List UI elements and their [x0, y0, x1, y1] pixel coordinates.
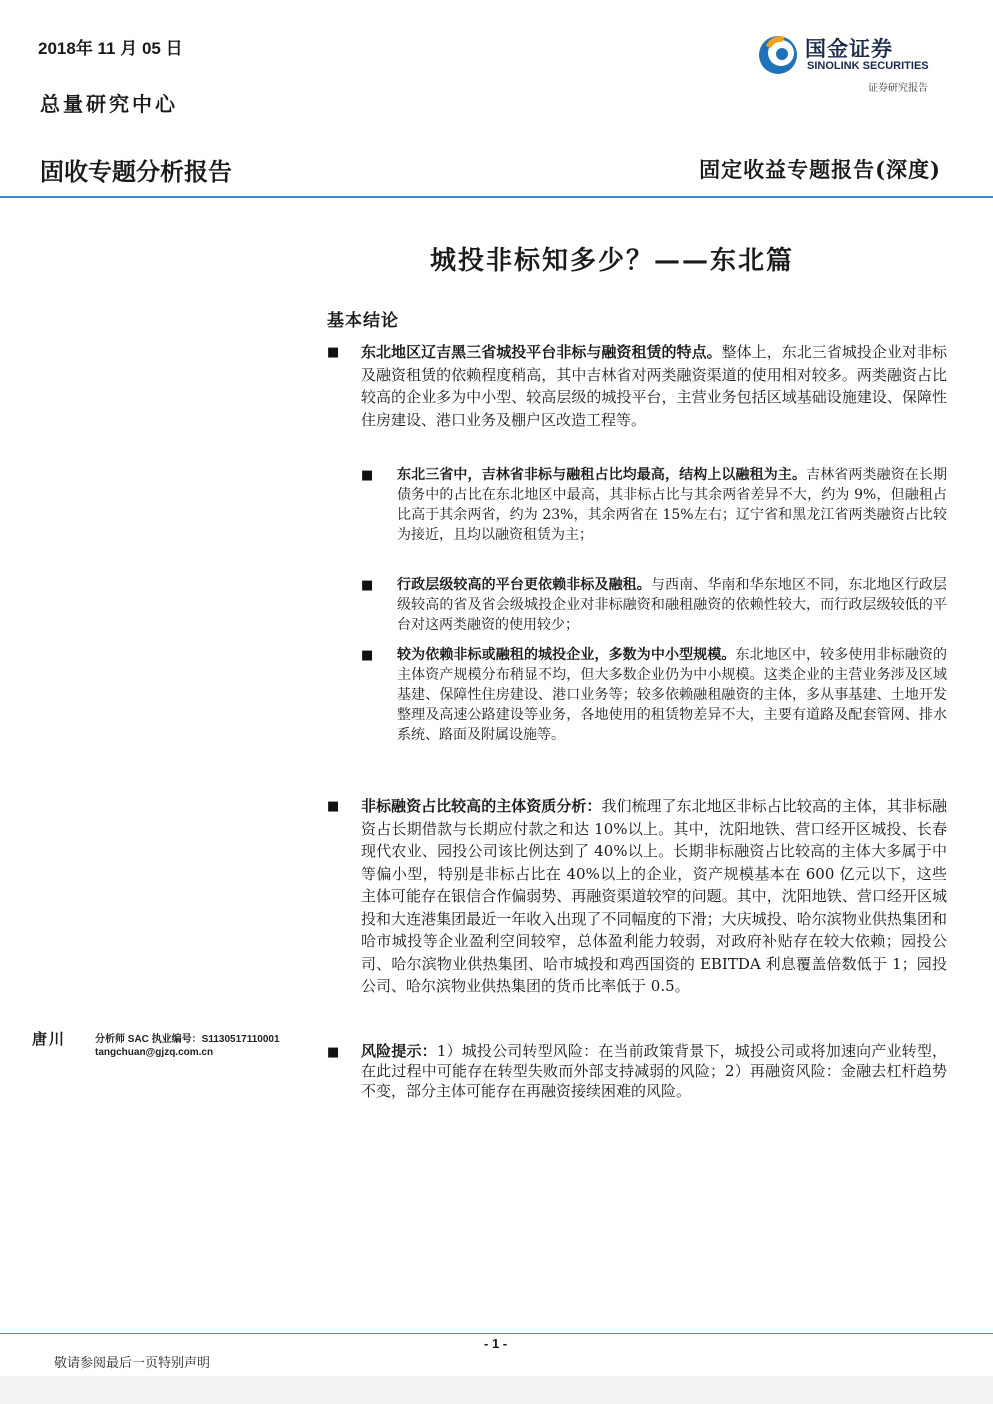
- sub-conclusion-lead: 行政层级较高的平台更依赖非标及融租。: [397, 577, 651, 593]
- footer-band: [0, 1376, 993, 1404]
- bullet-square-icon: ■: [361, 648, 374, 663]
- sub-conclusion-body: 与西南、华南和华东地区不同，东北地区行政层级较高的省及省会级城投企业对非标融资和融租融资的依赖性较大，而行政层级较低的平台对这两类融资的使用较少；: [397, 577, 948, 633]
- bullet-square-icon: ■: [361, 578, 374, 593]
- report-category: 固定收益专题报告(深度): [699, 157, 941, 182]
- sub-conclusion-lead: 较为依赖非标或融租的城投企业，多数为中小型规模。: [397, 647, 736, 663]
- author-credential: 分析师 SAC 执业编号：S1130517110001: [95, 1034, 280, 1045]
- section-heading: 基本结论: [327, 311, 399, 331]
- department-name: 总量研究中心: [40, 92, 178, 116]
- footer-divider: [0, 1333, 993, 1334]
- bullet-square-icon: ■: [361, 468, 374, 483]
- author-email[interactable]: tangchuan@gjzq.com.cn: [95, 1047, 214, 1058]
- risk-warning-item: [327, 1041, 947, 1101]
- conclusion-body: 整体上，东北三省城投企业对非标及融资租赁的依赖程度稍高，其中吉林省对两类融资渠道的使用相对较多。两类融资占比较高的企业多为中小型、较高层级的城投平台，主营业务包括区域基础设施建设、保障性住房建设、港口业务及棚户区改造工程等。: [361, 343, 947, 429]
- author-name: 唐川: [32, 1030, 67, 1048]
- sub-conclusion-body: 东北地区中，较多使用非标融资的主体资产规模分布稍显不均，但大多数企业仍为中小规模。这类企业的主营业务涉及区域基建、保障性住房建设、港口业务等；较多依赖融租融资的主体，多从事基建、土地开发整理及高速公路建设等业务，各地使用的租赁物差异不大，主要有道路及配套管网、排水系统、路面及附属设施等。: [397, 647, 948, 743]
- sub-conclusion-item: [327, 645, 947, 745]
- footer-disclaimer: 敬请参阅最后一页特别声明: [54, 1356, 211, 1371]
- report-date: 2018年 11 月 05 日: [38, 39, 183, 58]
- sub-conclusion-item: [327, 575, 947, 635]
- logo-mark-icon: [757, 32, 801, 76]
- risk-warning-text: [361, 1041, 947, 1101]
- sub-conclusion-body: 吉林省两类融资在长期债务中的占比在东北地区中最高，其非标占比与其余两省差异不大，约为 9%，但融租占比高于其余两省，约为 23%，其余两省在 15%左右；辽宁省和黑龙江省两类融资占比较为接近，且均以融资租赁为主；: [397, 467, 948, 543]
- author-info: [95, 1033, 280, 1059]
- risk-warning-body: 1）城投公司转型风险：在当前政策背景下，城投公司或将加速向产业转型，在此过程中可能存在转型失败而外部支持减弱的风险；2）再融资风险：金融去杠杆趋势不变，部分主体可能存在再融资接续困难的风险。: [361, 1042, 947, 1100]
- conclusion-lead: 非标融资占比较高的主体资质分析：: [361, 797, 602, 815]
- conclusion-lead: 东北地区辽吉黑三省城投平台非标与融资租赁的特点。: [361, 343, 722, 361]
- company-logo: [757, 32, 947, 76]
- sub-conclusion-text: [397, 645, 947, 745]
- conclusion-text: [361, 795, 947, 998]
- logo-chinese-name: 国金证券: [805, 37, 893, 61]
- report-title: 城投非标知多少？——东北篇: [430, 246, 795, 276]
- sub-conclusion-text: [397, 465, 947, 545]
- bullet-square-icon: ■: [327, 799, 340, 814]
- bullet-square-icon: ■: [327, 345, 340, 360]
- sub-conclusion-text: [397, 575, 947, 635]
- conclusion-body: 我们梳理了东北地区非标占比较高的主体，其非标融资占长期借款与长期应付款之和达 10%以上。其中，沈阳地铁、营口经开区城投、长春现代农业、园投公司该比例达到了 40%以上。长期非标融资占比较高的主体大多属于中等偏小型，特别是非标占比在 40%以上的企业，资产规模基本在 600 亿元以下，这些主体可能存在银信合作偏弱势、再融资渠道较窄的问题。其中，沈阳地铁、营口经开区城投和大连港集团最近一年收入出现了不同幅度的下滑；大庆城投、哈尔滨物业供热集团和哈市城投等企业盈利空间较窄，总体盈利能力较弱，对政府补贴存在较大依赖；园投公司、哈尔滨物业供热集团、哈市城投和鸡西国资的 EBITDA 利息覆盖倍数低于 1；园投公司、哈尔滨物业供热集团的货币比率低于 0.5。: [361, 797, 947, 995]
- logo-subtitle: 证券研究报告: [868, 83, 928, 94]
- page-number: - 1 -: [484, 1336, 508, 1351]
- bullet-square-icon: ■: [327, 1045, 340, 1060]
- conclusion-text: [361, 341, 947, 431]
- sub-conclusion-lead: 东北三省中，吉林省非标与融租占比均最高，结构上以融租为主。: [397, 467, 807, 483]
- header-divider: [0, 196, 993, 198]
- logo-english-name: SINOLINK SECURITIES: [807, 60, 929, 72]
- report-type: 固收专题分析报告: [40, 158, 232, 186]
- sub-conclusion-item: [327, 465, 947, 545]
- conclusion-item: [327, 795, 947, 998]
- conclusion-item: [327, 341, 947, 431]
- risk-warning-lead: 风险提示：: [361, 1042, 437, 1060]
